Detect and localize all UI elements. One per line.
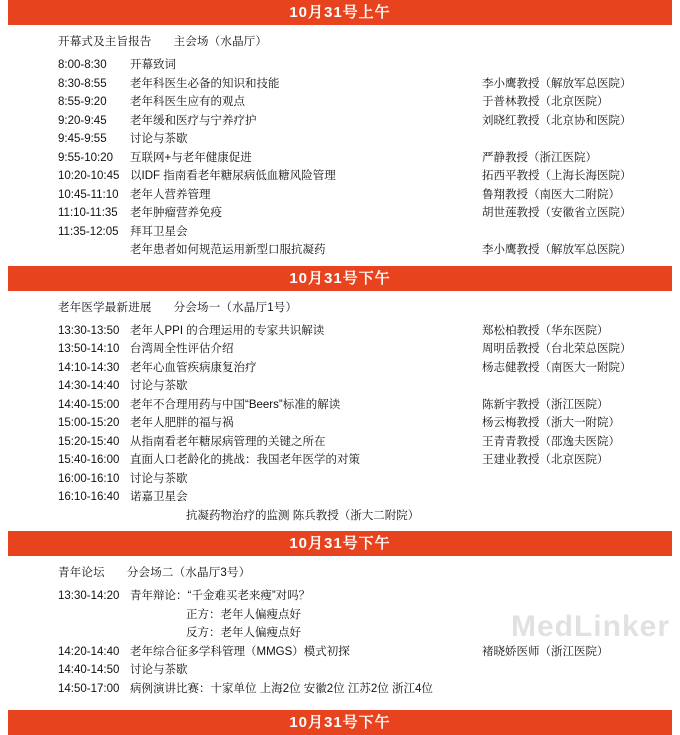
session-title-main: 青年论坛 (58, 567, 105, 579)
table-row (8, 451, 672, 470)
row-title: 抗凝药物治疗的监测 陈兵教授（浙大二附院） (186, 509, 420, 522)
row-speaker: 杨云梅教授（浙大一附院） (482, 417, 620, 429)
row-time: 14:30-14:40 (58, 380, 120, 392)
row-title: 病例演讲比赛：十家单位 上海2位 安徽2位 江苏2位 浙江4位 (130, 682, 433, 695)
row-title: 讨论与茶歇 (130, 664, 188, 676)
row-title: 讨论与茶歇 (130, 380, 188, 392)
row-title: 讨论与茶歇 (130, 133, 188, 145)
row-speaker: 鲁翔教授（南医大二附院） (482, 188, 620, 201)
table-row (8, 414, 672, 433)
row-time: 8:55-9:20 (58, 96, 107, 108)
section-banner-morning-1031: 10月31号上午 (8, 0, 672, 25)
table-row (8, 396, 672, 415)
row-title: 老年科医生必备的知识和技能 (130, 77, 280, 90)
row-speaker: 刘晓红教授（北京协和医院） (482, 114, 632, 127)
table-row (8, 587, 672, 606)
row-title: 老年肿瘤营养免疫 (130, 207, 222, 219)
table-row (8, 624, 672, 643)
row-title: 直面人口老龄化的挑战：我国老年医学的对策 (130, 454, 360, 466)
table-row (8, 643, 672, 662)
table-row (8, 340, 672, 359)
row-speaker: 胡世莲教授（安徽省立医院） (482, 207, 632, 219)
row-speaker: 于普林教授（北京医院） (482, 96, 609, 108)
row-speaker: 李小鹰教授（解放军总医院） (482, 244, 632, 256)
row-time: 11:10-11:35 (58, 207, 118, 219)
row-title: 老年不合理用药与中国“Beers”标准的解读 (130, 398, 341, 411)
row-title: 老年患者如何规范运用新型口服抗凝药 (130, 244, 326, 256)
watermark: MedLinker (510, 610, 670, 643)
session-title-2 (8, 299, 672, 315)
section-banner-afternoon-1031-b: 10月31号下午 (8, 531, 672, 556)
table-row (8, 470, 672, 489)
row-time: 14:20-14:40 (58, 645, 120, 658)
row-title: 老年科医生应有的观点 (130, 96, 245, 108)
table-row (8, 204, 672, 223)
row-time: 9:20-9:45 (58, 114, 107, 127)
row-title: 拜耳卫星会 (130, 225, 188, 238)
row-time: 8:30-8:55 (58, 77, 107, 90)
row-speaker: 严静教授（浙江医院） (482, 151, 597, 164)
table-row (8, 661, 672, 680)
table-row (8, 75, 672, 94)
session-rows-2 (8, 322, 672, 526)
row-title: 老年人PPI 的合理运用的专家共识解读 (130, 324, 325, 337)
row-speaker: 拓西平教授（上海长海医院） (482, 170, 632, 182)
table-row (8, 112, 672, 131)
row-title: 讨论与茶歇 (130, 472, 188, 485)
row-time: 8:00-8:30 (58, 59, 107, 71)
row-title: 老年缓和医疗与宁养疗护 (130, 114, 257, 127)
table-row (8, 241, 672, 260)
table-row (8, 606, 672, 625)
row-time: 16:10-16:40 (58, 491, 120, 503)
row-time: 13:50-14:10 (58, 343, 120, 355)
section-banner-afternoon-1031-c: 10月31号下午 (8, 710, 672, 735)
row-title: 反方：老年人偏瘦点好 (186, 627, 301, 639)
session-block-1 (8, 25, 672, 266)
row-title: 正方：老年人偏瘦点好 (186, 608, 301, 621)
section-banner-afternoon-1031-a: 10月31号下午 (8, 266, 672, 291)
row-title: 开幕致词 (130, 59, 176, 71)
table-row (8, 377, 672, 396)
row-time: 14:40-15:00 (58, 398, 120, 411)
session-title-3 (8, 564, 672, 580)
row-speaker: 周明岳教授（台北荣总医院） (482, 343, 632, 355)
table-row (8, 56, 672, 75)
table-row (8, 130, 672, 149)
session-title-sub: 分会场二（水晶厅3号） (126, 567, 251, 579)
row-speaker: 王青青教授（邵逸夫医院） (482, 435, 620, 448)
row-title: 老年人营养管理 (130, 188, 211, 201)
session-block-3 (8, 556, 672, 704)
table-row (8, 433, 672, 452)
row-title: 台湾周全性评估介绍 (130, 343, 234, 355)
session-title-main: 老年医学最新进展 (58, 301, 152, 314)
session-title-sub: 分会场一（水晶厅1号） (173, 301, 298, 314)
row-time: 13:30-14:20 (58, 590, 120, 602)
row-title: 老年心血管疾病康复治疗 (130, 361, 257, 374)
session-title-1 (8, 33, 672, 49)
table-row (8, 186, 672, 205)
table-row (8, 507, 672, 526)
row-title: 从指南看老年糖尿病管理的关键之所在 (130, 435, 326, 448)
session-block-2 (8, 291, 672, 532)
row-title: 老年综合征多学科管理（MMGS）模式初探 (130, 645, 350, 658)
table-row (8, 359, 672, 378)
row-time: 13:30-13:50 (58, 324, 120, 337)
table-row (8, 223, 672, 242)
row-time: 15:20-15:40 (58, 435, 120, 448)
session-rows-1 (8, 56, 672, 260)
row-speaker: 郑松柏教授（华东医院） (482, 324, 609, 337)
row-title: 以IDF 指南看老年糖尿病低血糖风险管理 (130, 170, 336, 182)
row-time: 10:45-11:10 (58, 188, 119, 201)
row-title: 诺嘉卫星会 (130, 491, 188, 503)
session-rows-3 (8, 587, 672, 698)
row-title: 青年辩论：“千金难买老来瘦”对吗？ (130, 590, 311, 602)
row-time: 9:55-10:20 (58, 151, 113, 164)
session-title-main: 开幕式及主旨报告 (58, 36, 152, 48)
session-title-sub: 主会场（水晶厅） (173, 36, 268, 48)
row-time: 15:00-15:20 (58, 417, 120, 429)
row-title: 老年人肥胖的福与祸 (130, 417, 234, 429)
table-row (8, 322, 672, 341)
row-time: 11:35-12:05 (58, 225, 119, 238)
row-time: 14:10-14:30 (58, 361, 120, 374)
row-speaker: 李小鹰教授（解放军总医院） (482, 77, 632, 90)
table-row (8, 167, 672, 186)
row-speaker: 王建业教授（北京医院） (482, 454, 609, 466)
row-title: 互联网+与老年健康促进 (130, 151, 252, 164)
row-speaker: 杨志健教授（南医大一附院） (482, 361, 632, 374)
table-row (8, 680, 672, 699)
row-time: 14:40-14:50 (58, 664, 120, 676)
row-time: 14:50-17:00 (58, 682, 120, 695)
row-speaker: 褚晓娇医师（浙江医院） (482, 645, 609, 658)
row-time: 10:20-10:45 (58, 170, 120, 182)
row-speaker: 陈新宇教授（浙江医院） (482, 398, 609, 411)
table-row (8, 488, 672, 507)
row-time: 9:45-9:55 (58, 133, 107, 145)
row-time: 16:00-16:10 (58, 472, 120, 485)
table-row (8, 93, 672, 112)
row-time: 15:40-16:00 (58, 454, 120, 466)
table-row (8, 149, 672, 168)
